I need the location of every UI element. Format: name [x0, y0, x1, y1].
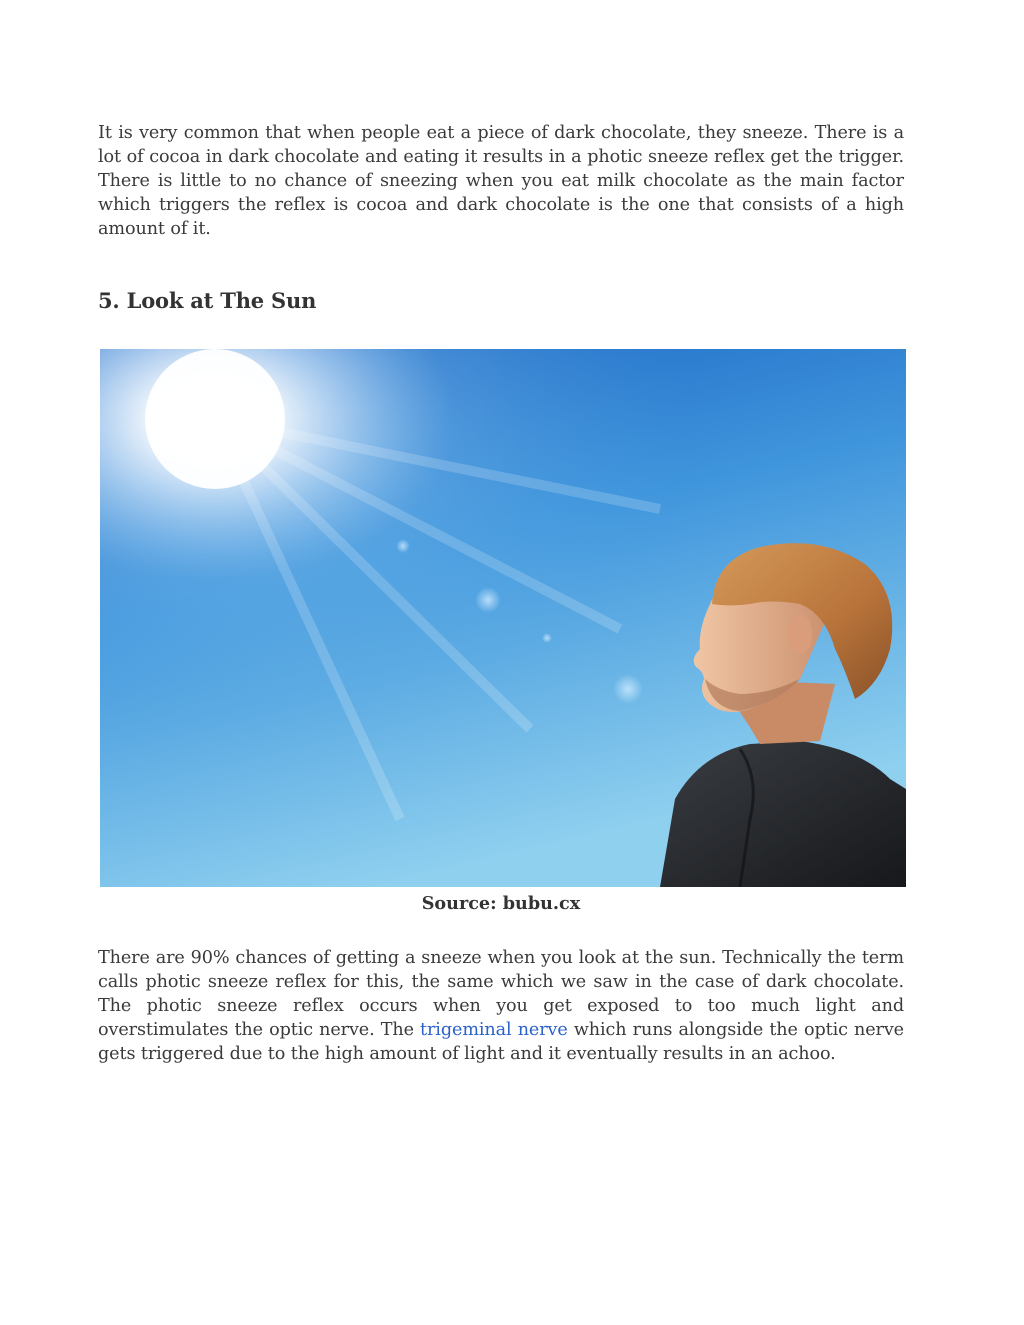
image-caption: Source: bubu.cx [421, 893, 581, 914]
section-heading: 5. Look at The Sun [98, 288, 317, 313]
paragraph-text-end: which runs alongside the optic nerve gets triggered due to the high amount of light and it eventually results in an achoo. [98, 1020, 904, 1064]
paragraph-text-start: There are 90% chances of getting a sneeze when you look at the sun. Technically the term calls photic sneeze reflex for this, the same which we saw in the case of dark chocolate. The photic sneeze reflex occurs when you get exposed to too much light and overstimulates the optic nerve. The [98, 948, 904, 1040]
trigeminal-nerve-link[interactable]: trigeminal nerve [420, 1020, 568, 1040]
paragraph-look-at-sun [98, 946, 904, 1066]
paragraph-dark-chocolate: It is very common that when people eat a piece of dark chocolate, they sneeze. There is a lot of cocoa in dark chocolate and eating it results in a photic sneeze reflex get the trigger. There is little to no chance of sneezing when you eat milk chocolate as the main factor which triggers the reflex is cocoa and dark chocolate is the one that consists of a high amount of it. [98, 123, 904, 239]
sun-photo [100, 349, 906, 887]
